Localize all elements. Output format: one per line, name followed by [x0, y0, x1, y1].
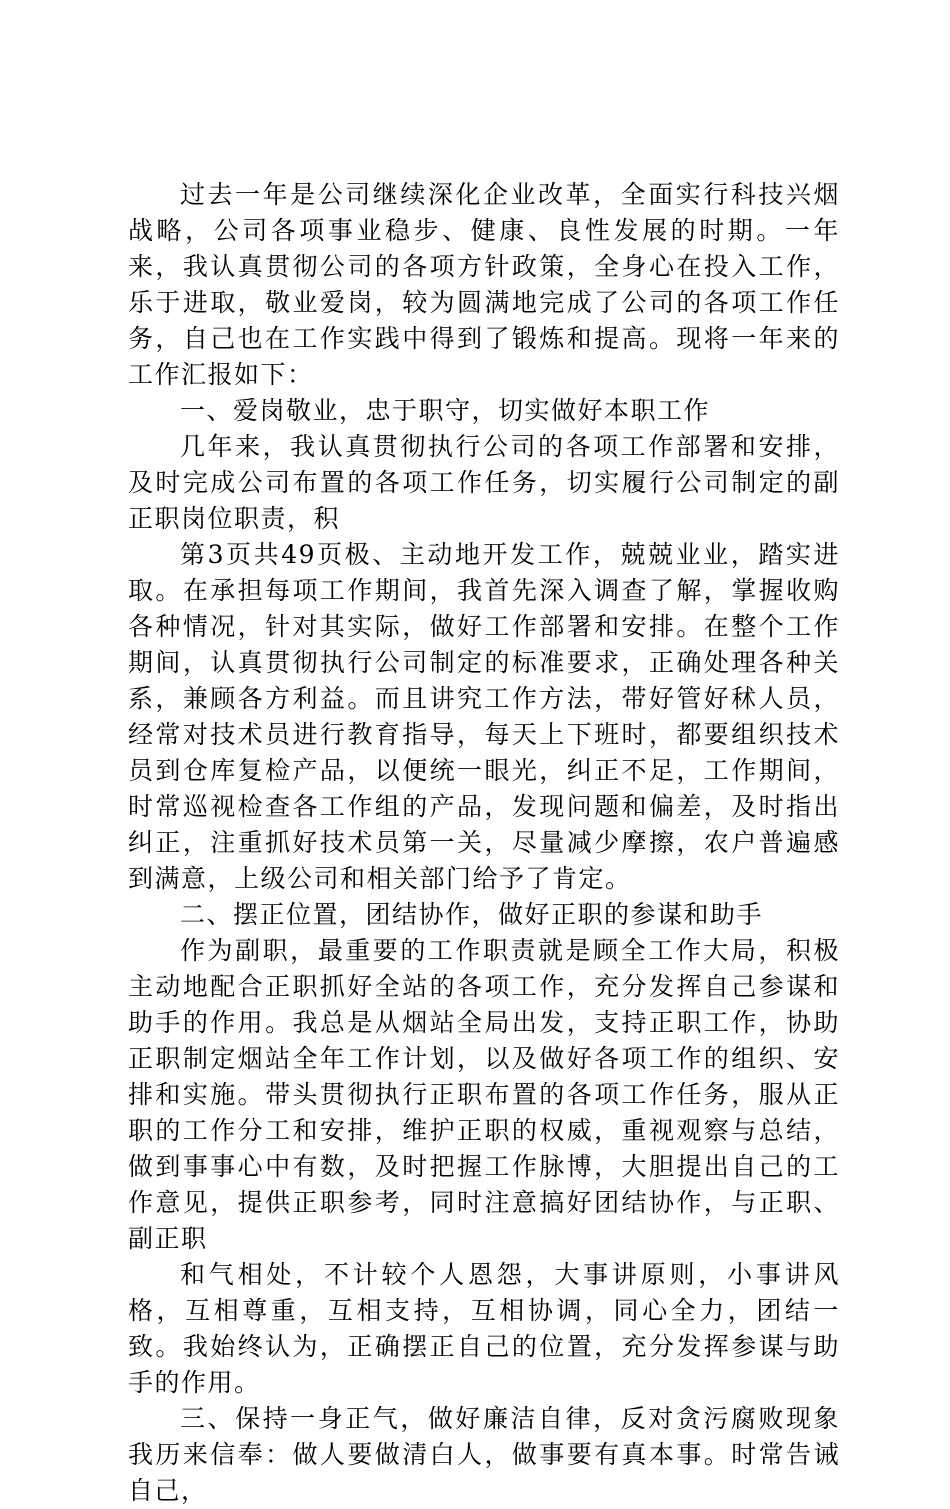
- section-heading-3: 三、保持一身正气，做好廉洁自律，反对贪污腐败现象我历来信奉：做人要做清白人，做事要有真本事。时常告诫自己，: [128, 1404, 840, 1505]
- section-heading-1: 一、爱岗敬业，忠于职守，切实做好本职工作: [180, 396, 711, 425]
- section-1-continued-paragraph: 第3页共49页极、主动地开发工作，兢兢业业，踏实进取。在承担每项工作期间，我首先深入调查了解，掌握收购各种情况，针对其实际，做好工作部署和安排。在整个工作期间，认真贯彻执行公司制定的标准要求，正确处理各种关系，兼顾各方利益。而且讲究工作方法，带好管好秫人员，经常对技术员进行教育指导，每天上下班时，都要组织技术员到仓库复检产品，以便统一眼光，纠正不足，工作期间，时常巡视检查各工作组的产品，发现问题和偏差，及时指出纠正，注重抓好技术员第一关，尽量减少摩擦，农户普遍感到满意，上级公司和相关部门给予了肯定。: [128, 540, 840, 893]
- section-1-paragraph: 几年来，我认真贯彻执行公司的各项工作部署和安排，及时完成公司布置的各项工作任务，切实履行公司制定的副正职岗位职责，积: [128, 432, 840, 533]
- section-2-paragraph: 作为副职，最重要的工作职责就是顾全工作大局，积极主动地配合正职抓好全站的各项工作，充分发挥自己参谋和助手的作用。我总是从烟站全局出发，支持正职工作，协助正职制定烟站全年工作计划，以及做好各项工作的组织、安排和实施。带头贯彻执行正职布置的各项工作任务，服从正职的工作分工和安排，维护正职的权威，重视观察与总结，做到事事心中有数，及时把握工作脉博，大胆提出自己的工作意见，提供正职参考，同时注意搞好团结协作，与正职、副正职: [128, 936, 840, 1253]
- section-2-continued-paragraph: 和气相处，不计较个人恩怨，大事讲原则，小事讲风格，互相尊重，互相支持，互相协调，同心全力，团结一致。我始终认为，正确摆正自己的位置，充分发挥参谋与助手的作用。: [128, 1260, 840, 1397]
- document-body: [128, 177, 840, 1509]
- intro-paragraph: 过去一年是公司继续深化企业改革，全面实行科技兴烟战略，公司各项事业稳步、健康、良性发展的时期。一年来，我认真贯彻公司的各项方针政策，全身心在投入工作，乐于进取，敬业爱岗，较为圆满地完成了公司的各项工作任务，自己也在工作实践中得到了锻炼和提高。现将一年来的工作汇报如下：: [128, 180, 840, 389]
- section-heading-2: 二、摆正位置，团结协作，做好正职的参谋和助手: [180, 900, 764, 929]
